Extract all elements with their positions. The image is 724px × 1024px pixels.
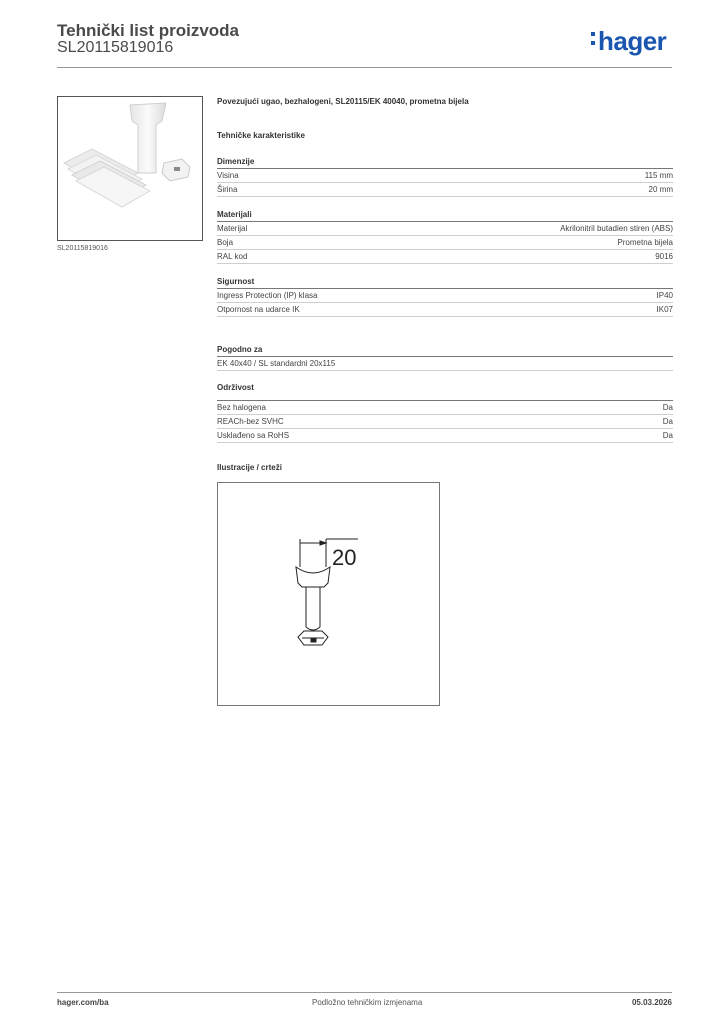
- section-heading-ilustracije: Ilustracije / crteži: [217, 463, 282, 472]
- table-row: [217, 401, 673, 415]
- row-label: Materijal: [217, 224, 248, 233]
- section-heading-dimenzije: Dimenzije: [217, 157, 255, 166]
- footer-divider: [57, 992, 672, 993]
- row-value: IP40: [656, 291, 673, 300]
- row-label: Ingress Protection (IP) klasa: [217, 291, 318, 300]
- table-row: [217, 429, 673, 443]
- table-row: [217, 303, 673, 317]
- product-code-heading: SL20115819016: [57, 39, 174, 56]
- drawing-icon: [218, 483, 439, 705]
- document-title: Tehnički list proizvoda: [57, 21, 239, 40]
- row-label: Usklađeno sa RoHS: [217, 431, 290, 440]
- section-heading-odrzivost: Održivost: [217, 383, 254, 392]
- row-label: RAL kod: [217, 252, 248, 261]
- row-value: IK07: [656, 305, 673, 314]
- table-row: [217, 183, 673, 197]
- row-label: Širina: [217, 185, 238, 194]
- row-value: 20 mm: [648, 185, 673, 194]
- technical-drawing: [217, 482, 440, 706]
- tech-heading: Tehničke karakteristike: [217, 131, 305, 140]
- logo-dots-icon: [591, 26, 597, 45]
- table-row: [217, 250, 673, 264]
- dimension-label: 20: [332, 545, 357, 570]
- row-label: Boja: [217, 238, 234, 247]
- section-heading-materijali: Materijali: [217, 210, 252, 219]
- table-row: [217, 357, 673, 371]
- section-heading-pogodno: Pogodno za: [217, 345, 263, 354]
- row-value: Akrilonitril butadien stiren (ABS): [560, 224, 673, 233]
- row-value: Prometna bijela: [617, 238, 673, 247]
- row-value: Da: [662, 431, 673, 440]
- product-title: Povezujući ugao, bezhalogeni, SL20115/EK 40040, prometna bijela: [217, 97, 469, 106]
- row-label: Bez halogena: [217, 403, 266, 412]
- row-value: 115 mm: [644, 171, 673, 180]
- row-value: Da: [662, 417, 673, 426]
- footer-website: hager.com/ba: [57, 998, 109, 1007]
- table-row: [217, 289, 673, 303]
- table-row: [217, 169, 673, 183]
- image-caption: SL20115819016: [57, 245, 108, 252]
- row-label: Visina: [217, 171, 239, 180]
- hager-logo: hager: [591, 26, 666, 57]
- row-label: REACh-bez SVHC: [217, 417, 284, 426]
- table-row: [217, 415, 673, 429]
- footer-date: 05.03.2026: [631, 998, 672, 1007]
- product-image: [57, 96, 203, 241]
- row-label: Otpornost na udarce IK: [217, 305, 300, 314]
- row-label: EK 40x40 / SL standardni 20x115: [217, 359, 336, 368]
- product-photo-icon: [58, 97, 202, 240]
- row-value: 9016: [655, 252, 673, 261]
- table-row: [217, 222, 673, 236]
- section-heading-sigurnost: Sigurnost: [217, 277, 255, 286]
- header-divider: [57, 67, 672, 68]
- footer-note: Podložno tehničkim izmjenama: [312, 998, 423, 1007]
- row-value: Da: [662, 403, 673, 412]
- table-row: [217, 236, 673, 250]
